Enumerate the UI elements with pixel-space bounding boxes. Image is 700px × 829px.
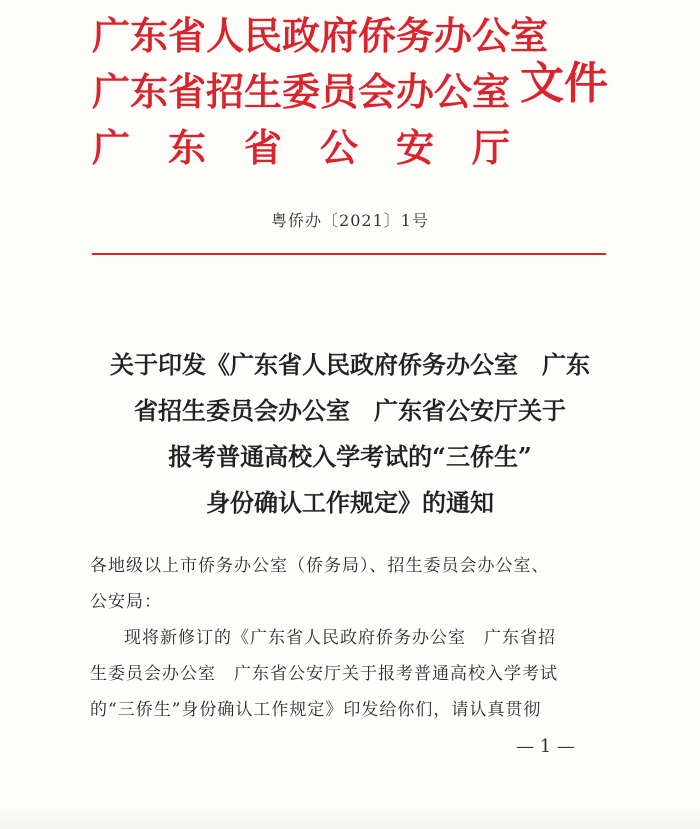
issuer-overseas-chinese-office: 广东省人民政府侨务办公室 <box>92 14 549 58</box>
document-title <box>80 342 620 526</box>
title-line: 身份确认工作规定》的通知 <box>206 488 494 517</box>
document-number: 粤侨办〔2021〕1号 <box>271 211 429 230</box>
issuer-char: 安 <box>395 126 434 170</box>
issuing-authorities <box>92 8 549 176</box>
paragraph-line: 现将新修订的《广东省人民政府侨务办公室 广东省招 <box>124 628 556 648</box>
issuer-char: 广 <box>92 126 131 170</box>
salutation-line: 各地级以上市侨务办公室（侨务局）、招生委员会办公室、 <box>90 556 550 576</box>
document-type-label: 文件 <box>520 58 608 109</box>
issuer-admissions-committee-office: 广东省招生委员会办公室 <box>92 70 511 114</box>
paragraph-line: 的“三侨生”身份确认工作规定》印发给你们，请认真贯彻 <box>90 700 542 720</box>
title-line: 关于印发《广东省人民政府侨务办公室 广东 <box>110 350 590 379</box>
document-body <box>90 548 615 728</box>
title-line: 省招生委员会办公室 广东省公安厅关于 <box>134 396 566 425</box>
title-line: 报考普通高校入学考试的“三侨生” <box>168 442 532 471</box>
issuer-char: 东 <box>167 126 206 170</box>
page-number: — 1 — <box>516 736 575 757</box>
issuer-char: 厅 <box>471 126 510 170</box>
page-bottom-edge <box>0 805 700 829</box>
issuer-char: 省 <box>243 126 282 170</box>
salutation-line: 公安局： <box>90 592 162 612</box>
red-separator-line <box>92 253 606 255</box>
paragraph-line: 生委员会办公室 广东省公安厅关于报考普通高校入学考试 <box>90 664 558 684</box>
issuer-char: 公 <box>319 126 358 170</box>
issuer-public-security-dept <box>92 120 510 176</box>
